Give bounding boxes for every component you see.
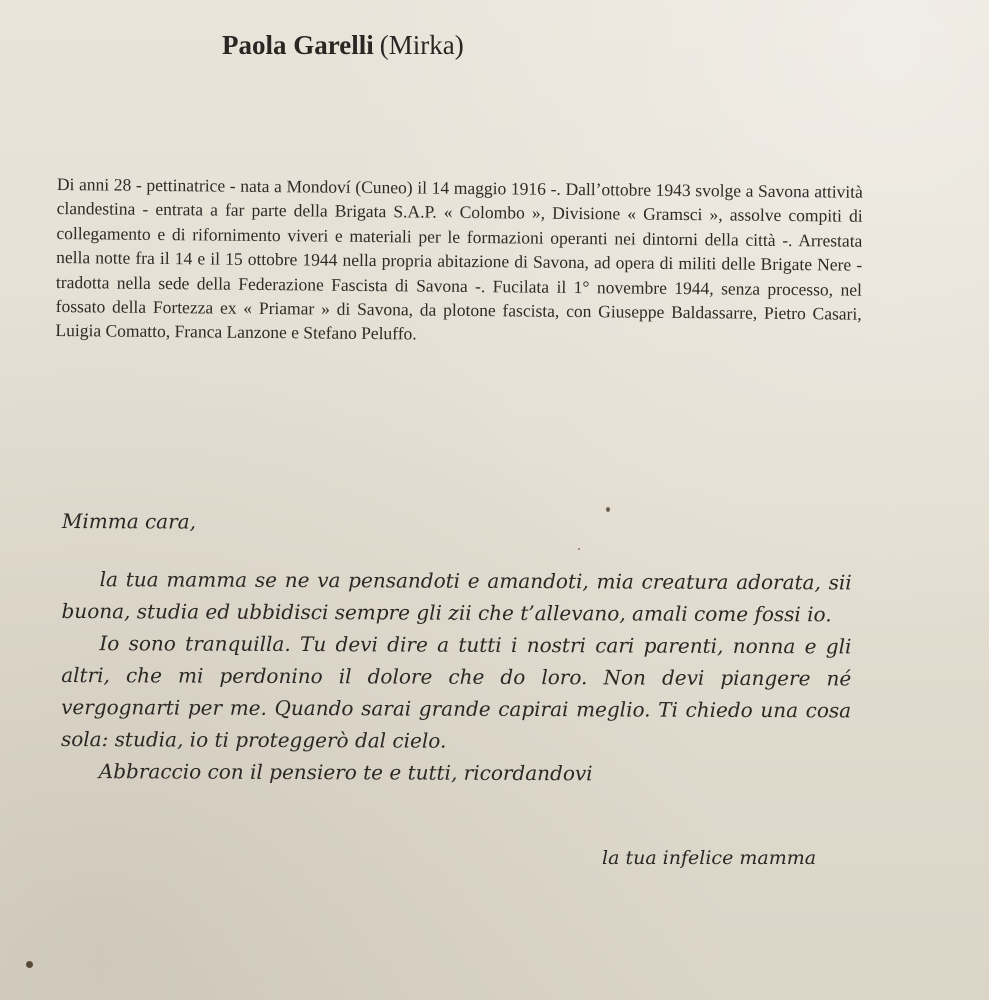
letter-salutation: Mimma cara,	[61, 508, 197, 534]
paper-speck	[578, 548, 580, 550]
letter-paragraph: la tua mamma se ne va pensandoti e amandoti, mia creatura adorata, sii buona, studia ed ubbidisci sempre gli zii che t’allevano, amali come fossi io.	[61, 567, 852, 627]
letter-paragraph: Abbraccio con il pensiero te e tutti, ricordandovi	[98, 759, 593, 786]
author-name: Paola Garelli	[222, 30, 374, 60]
page-title	[222, 30, 464, 61]
biography-paragraph: Di anni 28 - pettinatrice - nata a Mondoví (Cuneo) il 14 maggio 1916 -. Dall’ottobre 1943 svolge a Savona attività clandestina - entrata a far parte della Brigata S.A.P. « Colombo », Divisione « Gramsci », assolve compiti di collegamento e di rifornimento viveri e materiali per le formazioni operanti nei dintorni della città -. Arrestata nella notte fra il 14 e il 15 ottobre 1944 nella propria abitazione di Savona, ad opera di militi delle Brigate Nere - tradotta nella sede della Federazione Fascista di Savona -. Fucilata il 1° novembre 1944, senza processo, nel fossato della Fortezza ex « Priamar » di Savona, da plotone fascista, con Giuseppe Baldassarre, Pietro Casari, Luigia Comatto, Franca Lanzone e Stefano Peluffo.	[55, 173, 863, 344]
author-alias: (Mirka)	[379, 30, 464, 60]
letter-paragraph: Io sono tranquilla. Tu devi dire a tutti i nostri cari parenti, nonna e gli altri, che mi perdonino il dolore che do loro. Non devi piangere né vergognarti per me. Quando sarai grande capirai meglio. Ti chiedo una cosa sola: studia, io ti proteggerò dal cielo.	[60, 631, 852, 753]
paper-speck	[606, 507, 610, 512]
letter-body	[61, 505, 852, 790]
letter-signature: la tua infelice mamma	[602, 847, 817, 869]
paper-speck	[26, 961, 33, 968]
